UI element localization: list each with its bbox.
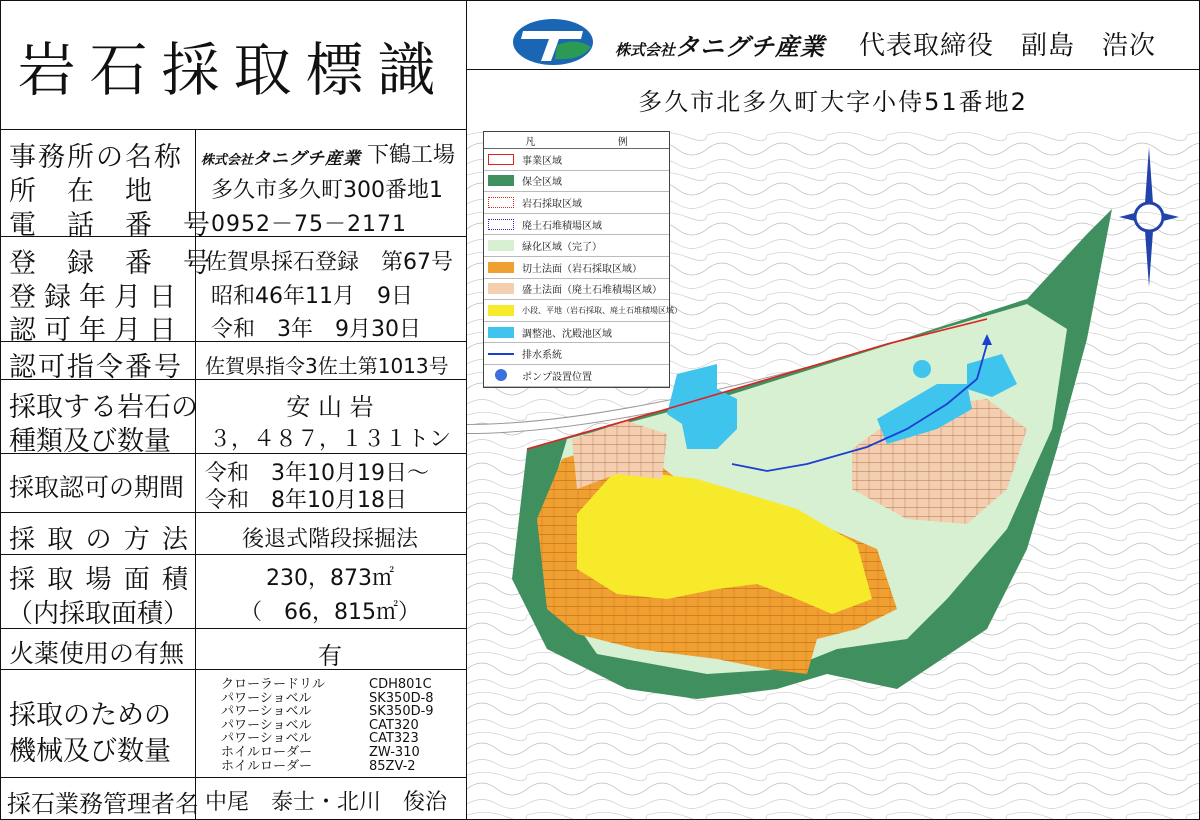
- area-value-1: 230，873㎡: [266, 566, 394, 591]
- office-name-value: [201, 138, 463, 169]
- legend-item: [484, 300, 682, 322]
- legend-label: 排水系統: [522, 350, 562, 362]
- machine-row: [221, 692, 461, 706]
- rock-label-1: 採取する岩石の: [9, 392, 198, 423]
- rock-qty: ３，４８７，１３１トン: [208, 427, 451, 452]
- legend-swatch-icon: [488, 219, 514, 230]
- manager-label: 採石業務管理者名: [7, 790, 199, 818]
- legend-label: 緑化区域（完了）: [522, 242, 602, 254]
- machine-row: [221, 678, 461, 692]
- legend-item: [484, 365, 669, 387]
- method-value: 後退式階段採掘法: [241, 527, 418, 552]
- machine-row: [221, 732, 461, 746]
- legend-swatch-icon: [488, 175, 514, 186]
- company-header: [511, 17, 1191, 67]
- auth-date-label: 認可年月日: [9, 315, 184, 346]
- period-to: 令和 8年10月18日: [205, 488, 407, 513]
- company-brand: [615, 27, 825, 62]
- divider: [467, 69, 1199, 70]
- machines-label-1: 採取のための: [9, 700, 171, 731]
- auth-order-label: 認可指令番号: [9, 352, 183, 383]
- office-name-label: 事務所の名称: [9, 142, 183, 173]
- machine-name: パワーショベル: [221, 690, 312, 706]
- legend-label: 小段、平地（岩石採取、廃土石堆積場区域）: [522, 305, 682, 315]
- machine-model: SK350D-9: [369, 704, 434, 720]
- legend-item: [484, 279, 669, 301]
- explosive-value: 有: [318, 642, 342, 670]
- machine-row: [221, 746, 461, 760]
- rock-label-2: 種類及び数量: [9, 426, 171, 457]
- machine-name: クローラードリル: [221, 677, 326, 692]
- machine-row: [221, 705, 461, 719]
- phone-label: 電 話 番 号: [9, 210, 212, 241]
- legend-label: 調整池、沈殿池区域: [522, 328, 612, 340]
- legend-item: [484, 149, 669, 171]
- machine-name: パワーショベル: [221, 704, 312, 720]
- machine-model: CAT323: [369, 731, 419, 747]
- office-site: 下鶴工場: [367, 143, 456, 168]
- machine-row: [221, 760, 461, 774]
- phone-value: 0952－75－2171: [211, 212, 407, 237]
- legend-item: [484, 192, 669, 214]
- auth-order-value: 佐賀県指令3佐土第1013号: [205, 354, 449, 378]
- machine-name: パワーショベル: [221, 731, 312, 747]
- reg-date-value: 昭和46年11月 9日: [211, 284, 413, 309]
- reg-no-label: 登 録 番 号: [9, 248, 212, 279]
- machine-model: CDH801C: [369, 677, 432, 692]
- divider: [1, 777, 466, 778]
- legend-label: 岩石採取区域: [522, 198, 582, 210]
- machine-model: 85ZV-2: [369, 758, 416, 774]
- office-brand-prefix: 株式会社: [201, 152, 254, 168]
- legend-swatch-icon: [488, 240, 514, 251]
- company-logo-icon: [511, 17, 595, 67]
- machines-list: [221, 678, 461, 773]
- reg-date-label: 登録年月日: [9, 282, 184, 313]
- machine-model: CAT320: [369, 717, 419, 733]
- area-value-2: （ 66，815㎡）: [240, 600, 420, 625]
- office-brand: [201, 144, 361, 169]
- company-address: 多久市北多久町大字小侍51番地2: [638, 87, 1028, 116]
- representative: 代表取締役 副島 浩次: [859, 31, 1157, 61]
- machines-label-2: 機械及び数量: [9, 736, 171, 767]
- period-from: 令和 3年10月19日～: [205, 461, 429, 486]
- pond: [913, 360, 931, 378]
- legend-item: [484, 257, 669, 279]
- manager-value: 中尾 泰士・北川 俊治: [205, 790, 448, 815]
- legend-header-2: 例: [617, 136, 628, 148]
- legend-header: [484, 132, 669, 149]
- map-legend: [483, 131, 682, 388]
- legend-item: [484, 343, 669, 365]
- legend-swatch-icon: [488, 154, 514, 165]
- location-value: 多久市多久町300番地1: [211, 178, 443, 203]
- legend-label: 盛土法面（廃土石堆積場区域）: [522, 285, 662, 297]
- auth-date-value: 令和 3年 9月30日: [211, 317, 421, 342]
- legend-swatch-icon: [488, 353, 514, 355]
- legend-swatch-icon: [488, 283, 514, 294]
- legend-item: [484, 235, 669, 257]
- area-label-1: 採 取 場 面 積: [9, 565, 191, 595]
- legend-swatch-icon: [488, 197, 514, 208]
- legend-label: 保全区域: [522, 177, 562, 189]
- sign-title: 岩石採取標識: [17, 36, 450, 104]
- machine-name: ホイルローダー: [221, 758, 313, 774]
- machine-model: SK350D-8: [369, 690, 434, 706]
- legend-label: ポンプ設置位置: [522, 371, 592, 383]
- company-brand-prefix: 株式会社: [615, 41, 676, 59]
- legend-swatch-icon: [488, 327, 514, 338]
- legend-item: [484, 214, 669, 236]
- area-label-2: （内採取面積）: [7, 599, 190, 629]
- legend-swatch-icon: [488, 262, 514, 273]
- company-brand-name: タニグチ産業: [675, 33, 826, 61]
- legend-label: 切土法面（岩石採取区域）: [522, 263, 642, 275]
- legend-swatch-icon: [495, 369, 507, 381]
- machine-name: パワーショベル: [221, 717, 312, 733]
- method-label: 採 取 の 方 法: [9, 525, 191, 555]
- legend-item: [484, 322, 669, 344]
- location-label: 所 在 地: [9, 176, 154, 207]
- machine-row: [221, 719, 461, 733]
- legend-item: [484, 171, 669, 193]
- legend-label: 廃土石堆積場区域: [522, 220, 602, 232]
- legend-label: 事業区域: [522, 155, 562, 167]
- office-brand-name: タニグチ産業: [253, 148, 362, 169]
- machine-model: ZW-310: [369, 744, 420, 760]
- rock-type: 安 山 岩: [286, 393, 374, 421]
- period-label: 採取認可の期間: [9, 473, 185, 502]
- legend-swatch-icon: [488, 305, 514, 316]
- machine-name: ホイルローダー: [221, 744, 313, 760]
- legend-header-1: 凡: [525, 136, 536, 148]
- explosive-label: 火薬使用の有無: [9, 639, 185, 668]
- reg-no-value: 佐賀県採石登録 第67号: [205, 250, 453, 275]
